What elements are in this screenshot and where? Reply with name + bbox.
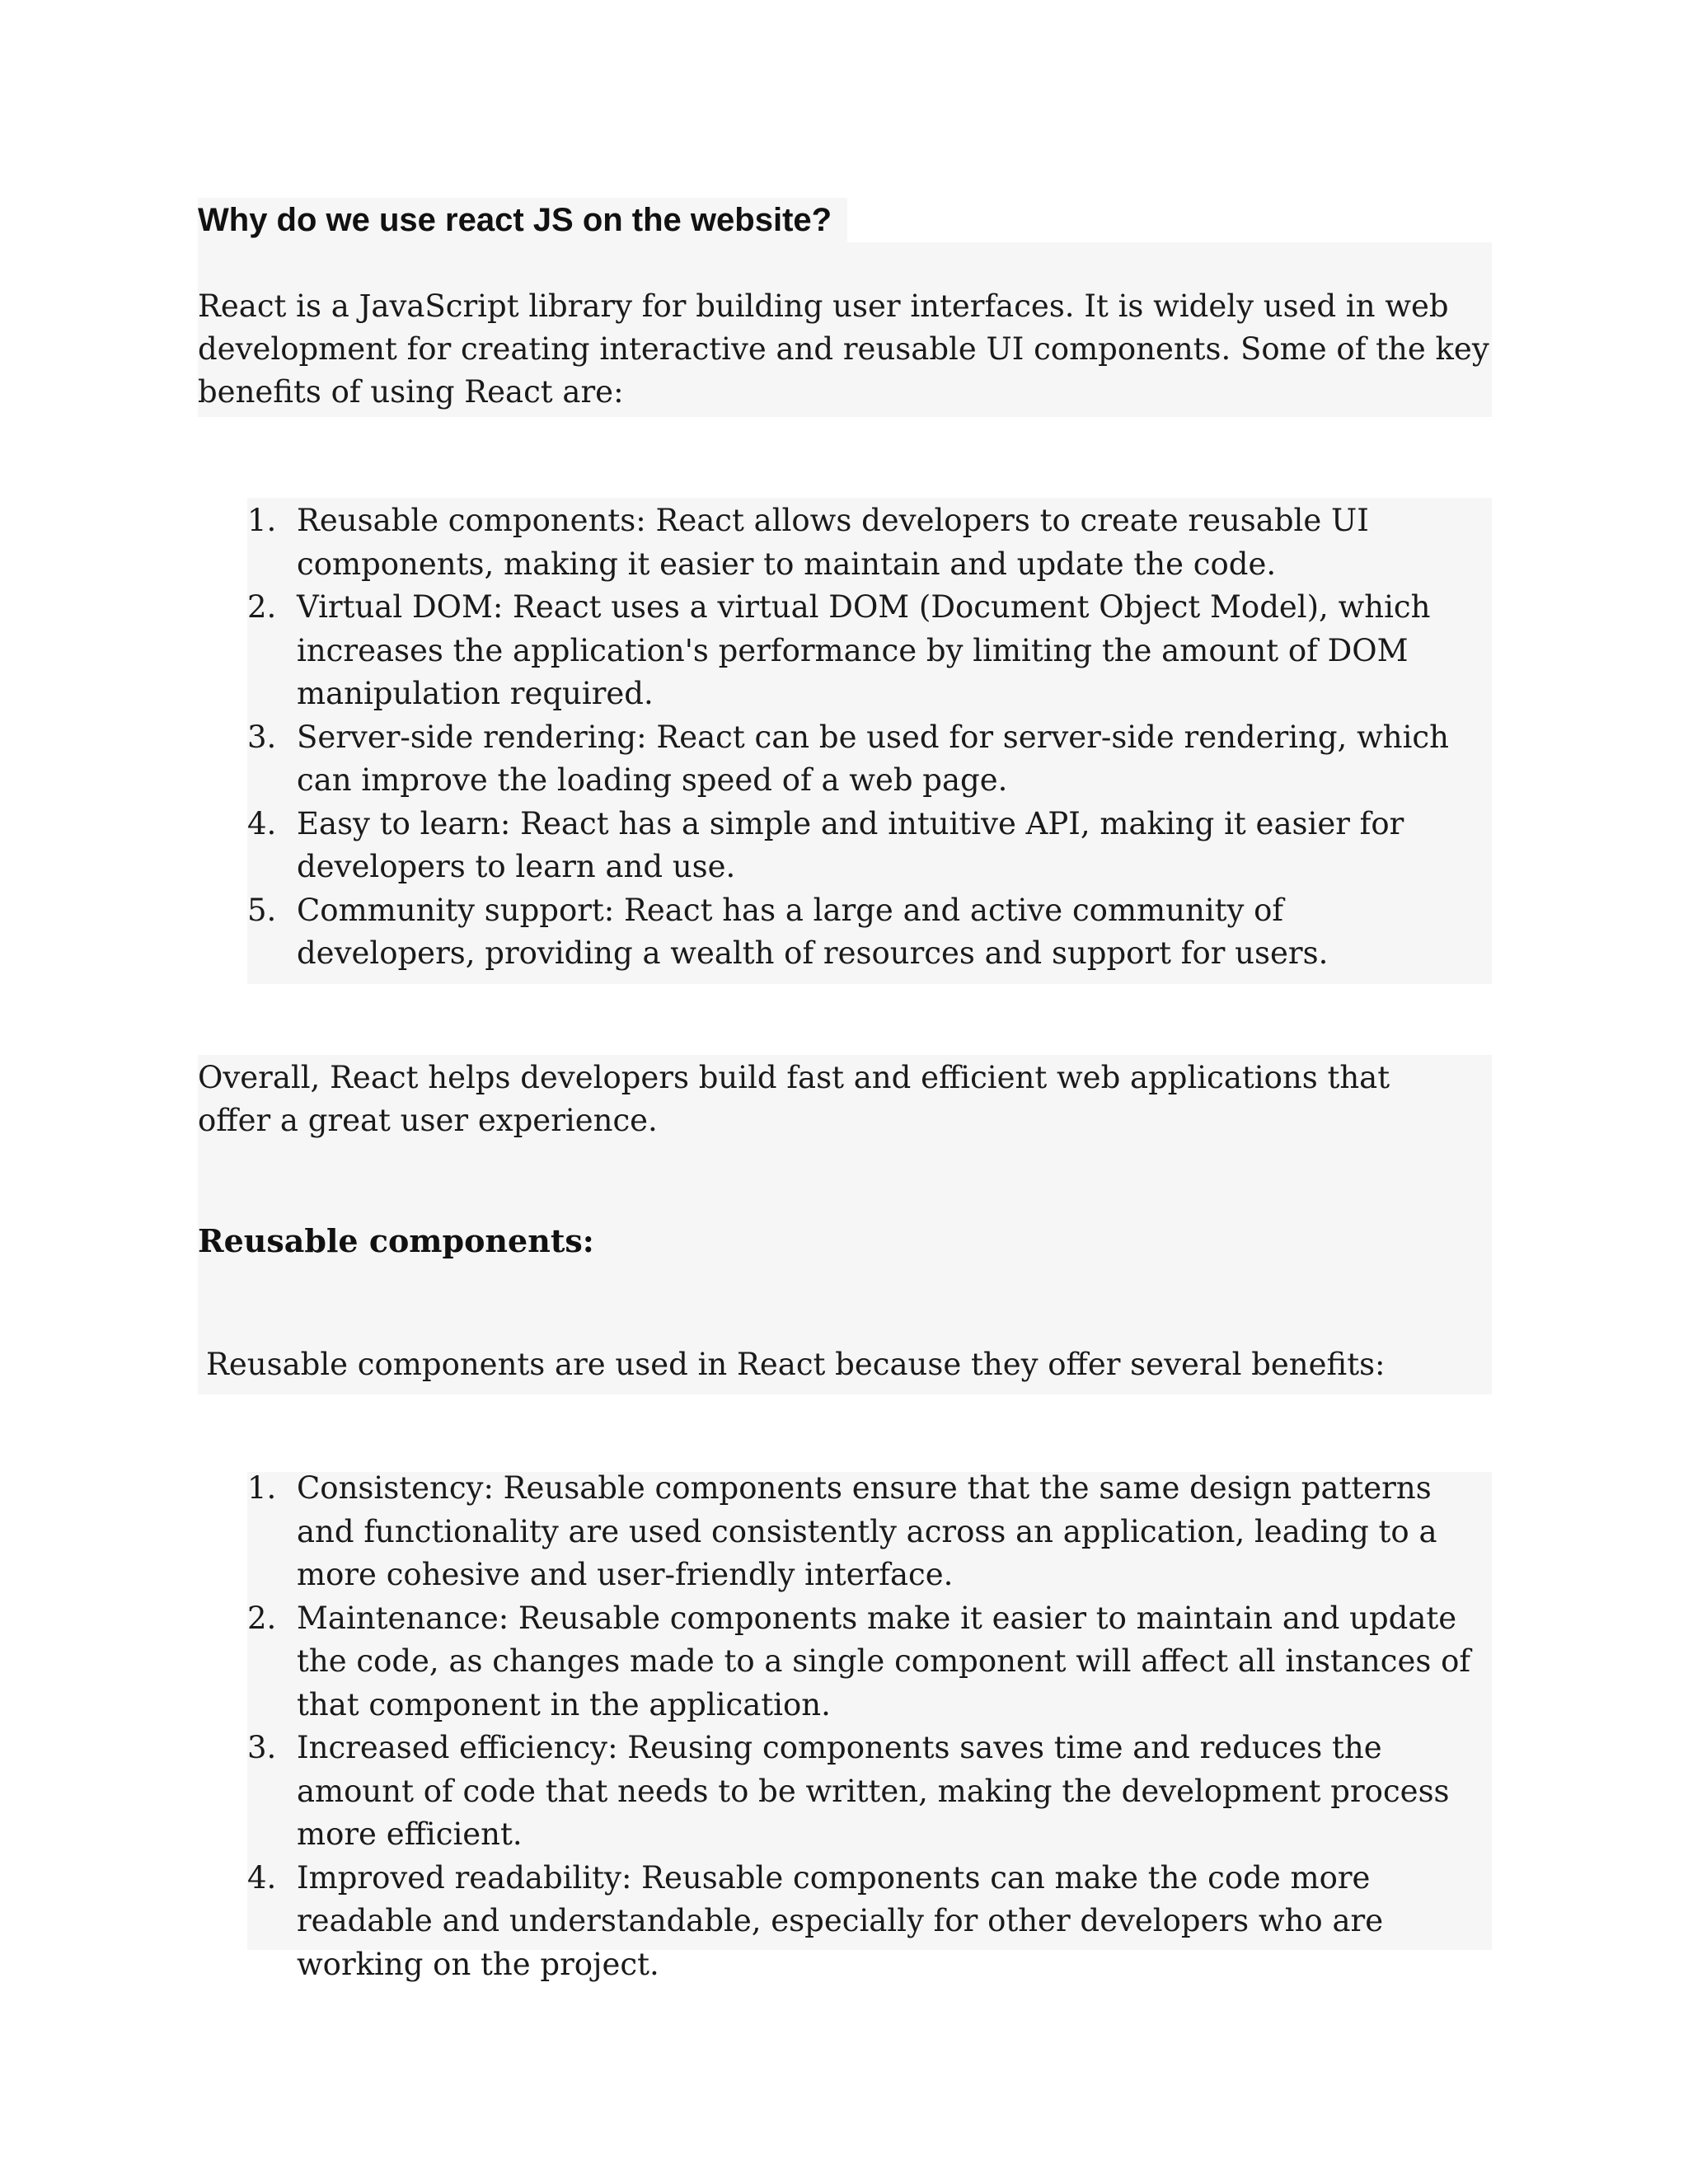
list-number: 2. (247, 1600, 277, 1636)
list-item (247, 1727, 1475, 1857)
section-intro-paragraph: Reusable components are used in React because they offer several benefits: (206, 1347, 1386, 1382)
list-item-text: Reusable components: React allows developers to create reusable UI components, making it easier to maintain and update the code. (297, 503, 1369, 582)
list-item-text: Improved readability: Reusable components can make the code more readable and understandable, especially for other developers who are working on the project. (297, 1859, 1384, 1982)
list-number: 4. (247, 805, 277, 841)
list-item-text: Easy to learn: React has a simple and intuitive API, making it easier for developers to learn and use. (297, 805, 1404, 884)
list-number: 2. (247, 589, 277, 625)
list-item (247, 1467, 1475, 1597)
list-item-text: Increased efficiency: Reusing components saves time and reduces the amount of code that needs to be written, making the development process more efficient. (297, 1730, 1450, 1852)
list-number: 4. (247, 1859, 277, 1896)
list-number: 3. (247, 1730, 277, 1765)
list-number: 3. (247, 719, 277, 755)
list-item-text: Consistency: Reusable components ensure that the same design patterns and functionality are used consistently across an application, leading to a more cohesive and user-friendly interface. (297, 1470, 1437, 1592)
list-item (247, 586, 1451, 716)
list-item (247, 889, 1451, 976)
list-item (247, 1597, 1475, 1727)
list-item-text: Community support: React has a large and active community of developers, providing a wealth of resources and support for users. (297, 892, 1329, 971)
list-item-text: Maintenance: Reusable components make it easier to maintain and update the code, as changes made to a single component will affect all instances of that component in the application. (297, 1600, 1471, 1722)
list-number: 1. (247, 1470, 277, 1506)
list-item (247, 1857, 1475, 1987)
intro-paragraph: React is a JavaScript library for building user interfaces. It is widely used in web development for creating interactive and reusable UI components. Some of the key benefits of using React are: (198, 288, 1489, 410)
section-heading: Reusable components: (198, 1222, 594, 1259)
page-title: Why do we use react JS on the website? (198, 198, 847, 242)
list-item-text: Server-side rendering: React can be used for server-side rendering, which can improve the loading speed of a web page. (297, 719, 1449, 798)
overall-paragraph: Overall, React helps developers build fast and efficient web applications that offer a great user experience. (198, 1060, 1390, 1138)
list-number: 5. (247, 892, 277, 928)
benefits-list (247, 499, 1451, 976)
list-number: 1. (247, 503, 277, 538)
list-item (247, 803, 1451, 889)
list-item (247, 499, 1451, 586)
reusable-benefits-list (247, 1467, 1475, 1986)
list-item (247, 716, 1451, 803)
list-item-text: Virtual DOM: React uses a virtual DOM (Document Object Model), which increases the application's performance by limiting the amount of DOM manipulation required. (297, 589, 1431, 711)
